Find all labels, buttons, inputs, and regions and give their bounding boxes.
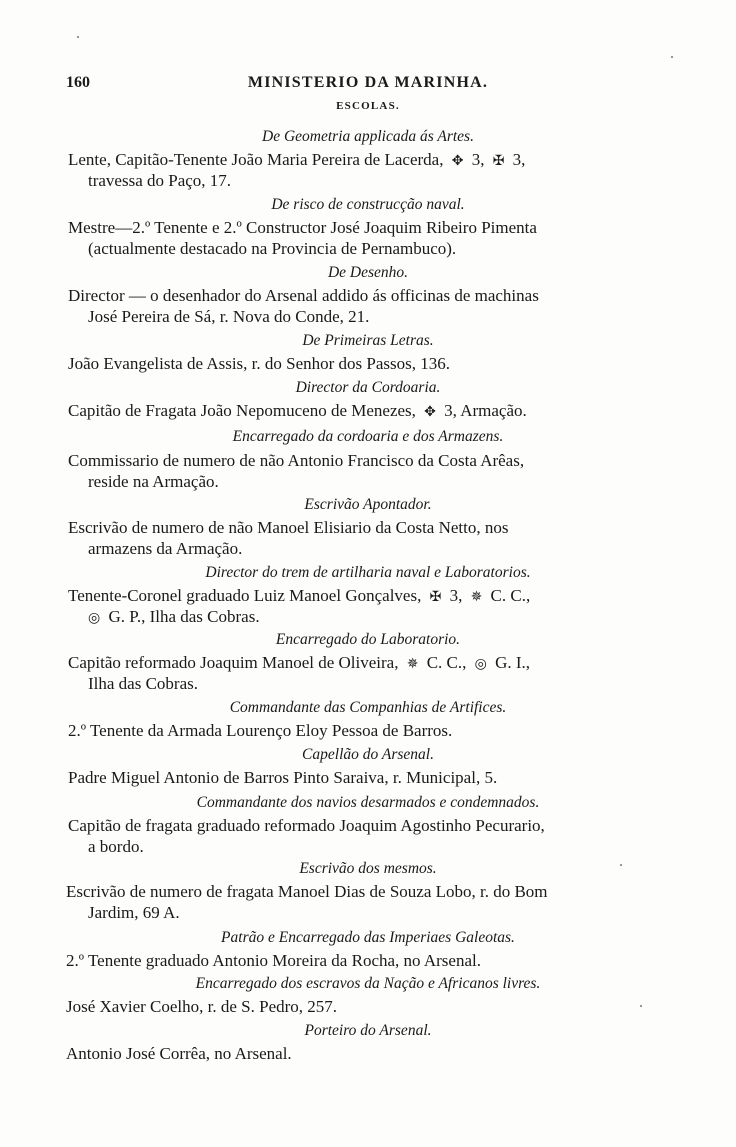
entry-heading: Escrivão dos mesmos. xyxy=(299,860,437,877)
entry-text: 3, xyxy=(471,150,485,169)
page-number: 160 xyxy=(66,74,90,91)
order-cross-icon: ✠ xyxy=(492,154,505,169)
entry-line: a bordo. xyxy=(88,837,144,856)
entry-line xyxy=(88,607,260,629)
entry-line: José Pereira de Sá, r. Nova do Conde, 21. xyxy=(88,307,370,326)
entry-heading: De Primeiras Letras. xyxy=(302,332,434,349)
print-speck xyxy=(77,36,79,38)
entry-line: Director — o desenhador do Arsenal addido ás officinas de machinas xyxy=(68,286,539,305)
entry-line xyxy=(68,401,527,423)
entry-line: Ilha das Cobras. xyxy=(88,674,199,693)
entry-text: 3, Armação. xyxy=(444,401,527,420)
entry-heading: Capellão do Arsenal. xyxy=(302,746,434,763)
entry-line: Mestre—2.º Tenente e 2.º Constructor José Joaquim Ribeiro Pimenta xyxy=(68,218,537,237)
entry-text: Capitão de Fragata João Nepomuceno de Menezes, xyxy=(68,401,416,420)
entry-text: G. I., xyxy=(495,653,531,672)
print-speck xyxy=(640,1005,642,1007)
entry-heading: Director do trem de artilharia naval e Laboratorios. xyxy=(205,564,531,581)
order-cross-icon: ✠ xyxy=(429,590,442,605)
entry-text: Tenente-Coronel graduado Luiz Manoel Gonçalves, xyxy=(68,586,422,605)
entry-heading: Encarregado do Laboratorio. xyxy=(275,631,461,648)
entry-line xyxy=(68,653,530,675)
entry-heading: Escrivão Apontador. xyxy=(304,496,432,513)
entry-text: 3, xyxy=(512,150,526,169)
entry-line: travessa do Paço, 17. xyxy=(88,171,232,190)
entry-heading: Commandante dos navios desarmados e condemnados. xyxy=(196,794,540,811)
entry-line: Antonio José Corrêa, no Arsenal. xyxy=(66,1044,292,1063)
entry-line: Jardim, 69 A. xyxy=(88,903,180,922)
entry-line: Capitão de fragata graduado reformado Joaquim Agostinho Pecurario, xyxy=(68,816,545,835)
entry-heading: Encarregado dos escravos da Nação e Africanos livres. xyxy=(195,975,541,992)
order-medal-icon: ◎ xyxy=(88,611,101,626)
entry-line: armazens da Armação. xyxy=(88,539,243,558)
entry-line: Padre Miguel Antonio de Barros Pinto Saraiva, r. Municipal, 5. xyxy=(68,768,498,787)
entry-heading: Director da Cordoaria. xyxy=(295,379,441,396)
entry-heading: Patrão e Encarregado das Imperiaes Galeotas. xyxy=(221,929,515,946)
order-cross-icon: ✥ xyxy=(451,154,464,169)
entry-heading: De Desenho. xyxy=(327,264,409,281)
entry-line: Escrivão de numero de fragata Manoel Dias de Souza Lobo, r. do Bom xyxy=(66,882,548,901)
entry-line: Commissario de numero de não Antonio Francisco da Costa Arêas, xyxy=(68,451,525,470)
running-title: MINISTERIO DA MARINHA. xyxy=(247,74,489,91)
entry-text: C. C., xyxy=(426,653,467,672)
order-star-icon: ✵ xyxy=(406,657,419,672)
entry-line: Escrivão de numero de não Manoel Elisiario da Costa Netto, nos xyxy=(68,518,509,537)
order-medal-icon: ◎ xyxy=(474,657,487,672)
entry-text: Capitão reformado Joaquim Manoel de Oliveira, xyxy=(68,653,399,672)
entry-text: 3, xyxy=(449,586,463,605)
entry-line: 2.º Tenente graduado Antonio Moreira da Rocha, no Arsenal. xyxy=(66,951,481,970)
entry-heading: Porteiro do Arsenal. xyxy=(304,1022,432,1039)
section-heading: ESCOLAS. xyxy=(336,100,400,112)
print-speck xyxy=(671,56,673,58)
entry-line: José Xavier Coelho, r. de S. Pedro, 257. xyxy=(66,997,338,1016)
entry-text: C. C., xyxy=(490,586,531,605)
entry-text: Lente, Capitão-Tenente João Maria Pereira de Lacerda, xyxy=(68,150,444,169)
entry-text: G. P., Ilha das Cobras. xyxy=(108,607,260,626)
entry-heading: De risco de construcção naval. xyxy=(271,196,465,213)
order-star-icon: ✵ xyxy=(470,590,483,605)
entry-line: 2.º Tenente da Armada Lourenço Eloy Pessoa de Barros. xyxy=(68,721,453,740)
entry-heading: De Geometria applicada ás Artes. xyxy=(262,128,474,145)
entry-line: reside na Armação. xyxy=(88,472,219,491)
entry-line xyxy=(68,150,525,172)
order-cross-icon: ✥ xyxy=(424,405,436,420)
entry-heading: Commandante das Companhias de Artifices. xyxy=(229,699,507,716)
entry-heading: Encarregado da cordoaria e dos Armazens. xyxy=(232,428,504,445)
entry-line xyxy=(68,586,530,608)
entry-line: João Evangelista de Assis, r. do Senhor dos Passos, 136. xyxy=(68,354,451,373)
entry-line: (actualmente destacado na Provincia de Pernambuco). xyxy=(88,239,457,258)
